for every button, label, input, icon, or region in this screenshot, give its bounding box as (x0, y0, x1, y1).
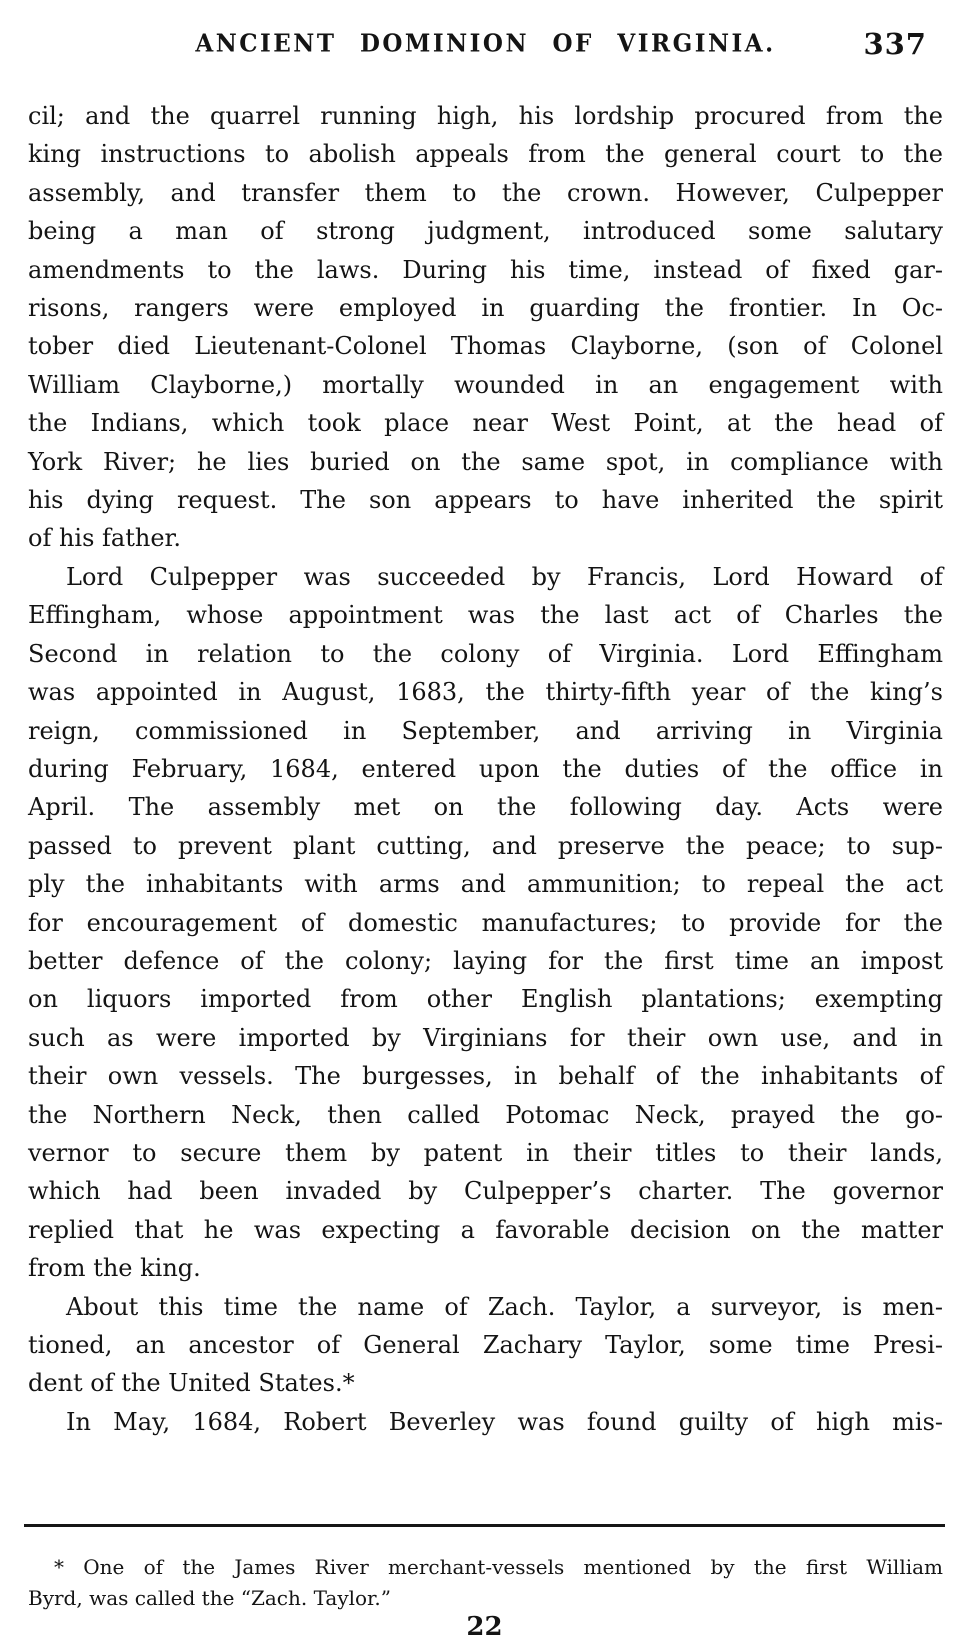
body-text (28, 97, 943, 1441)
text-line: king instructions to abolish appeals from the general court to the (28, 140, 943, 169)
text-line: Second in relation to the colony of Virginia. Lord Effingham (28, 639, 943, 668)
text-line: for encouragement of domestic manufactures; to provide for the (28, 908, 943, 937)
text-line: which had been invaded by Culpepper’s charter. The governor (28, 1177, 943, 1206)
footnote (28, 1552, 943, 1614)
paragraph (28, 1403, 943, 1441)
text-line: assembly, and transfer them to the crown. However, Culpepper (28, 178, 943, 207)
signature-number: 22 (466, 1612, 503, 1642)
text-line: York River; he lies buried on the same spot, in compliance with (28, 447, 943, 476)
text-line: passed to prevent plant cutting, and preserve the peace; to sup- (28, 831, 943, 860)
text-line: their own vessels. The burgesses, in behalf of the inhabitants of (28, 1062, 943, 1091)
page-title: ANCIENT DOMINION OF VIRGINIA. (195, 29, 776, 58)
text-line: being a man of strong judgment, introduced some salutary (28, 217, 943, 246)
text-line: About this time the name of Zach. Taylor, a surveyor, is men- (66, 1292, 943, 1321)
text-line: his dying request. The son appears to have inherited the spirit (28, 486, 943, 515)
text-line: In May, 1684, Robert Beverley was found guilty of high mis- (66, 1407, 943, 1436)
text-line: replied that he was expecting a favorable decision on the matter (28, 1215, 943, 1244)
text-line: April. The assembly met on the following day. Acts were (28, 793, 943, 822)
text-line: the Indians, which took place near West Point, at the head of (28, 409, 943, 438)
text-line: the Northern Neck, then called Potomac Neck, prayed the go- (28, 1100, 943, 1129)
paragraph (28, 1288, 943, 1403)
text-line: vernor to secure them by patent in their titles to their lands, (28, 1138, 943, 1167)
text-line: amendments to the laws. During his time, instead of fixed gar- (28, 255, 943, 284)
footnote-rule (24, 1524, 945, 1527)
text-line: risons, rangers were employed in guarding the frontier. In Oc- (28, 294, 943, 323)
text-line: such as were imported by Virginians for their own use, and in (28, 1023, 943, 1052)
text-line: * One of the James River merchant-vessels mentioned by the first William (54, 1555, 943, 1579)
text-line: on liquors imported from other English plantations; exempting (28, 985, 943, 1014)
text-line: ply the inhabitants with arms and ammunition; to repeal the act (28, 870, 943, 899)
text-line: tioned, an ancestor of General Zachary Taylor, some time Presi- (28, 1331, 943, 1359)
text-line: from the king. (28, 1254, 201, 1283)
paragraph (28, 97, 943, 558)
text-line: tober died Lieutenant-Colonel Thomas Clayborne, (son of Colonel (28, 332, 943, 361)
text-line: during February, 1684, entered upon the duties of the office in (28, 754, 943, 783)
paragraph (28, 558, 943, 1288)
text-line: Effingham, whose appointment was the last act of Charles the (28, 601, 943, 630)
text-line: Lord Culpepper was succeeded by Francis, Lord Howard of (66, 562, 943, 591)
paragraph (28, 1552, 943, 1614)
text-line: cil; and the quarrel running high, his lordship procured from the (28, 102, 943, 130)
text-line: dent of the United States.* (28, 1369, 355, 1398)
text-line: was appointed in August, 1683, the thirty-fifth year of the king’s (28, 678, 943, 707)
text-line: reign, commissioned in September, and arriving in Virginia (28, 716, 943, 745)
text-line: Byrd, was called the “Zach. Taylor.” (28, 1586, 391, 1610)
page-number: 337 (863, 27, 927, 61)
text-line: William Clayborne,) mortally wounded in an engagement with (28, 370, 943, 399)
running-head (28, 27, 943, 66)
text-line: better defence of the colony; laying for the first time an impost (28, 946, 943, 975)
text-line: of his father. (28, 524, 181, 553)
